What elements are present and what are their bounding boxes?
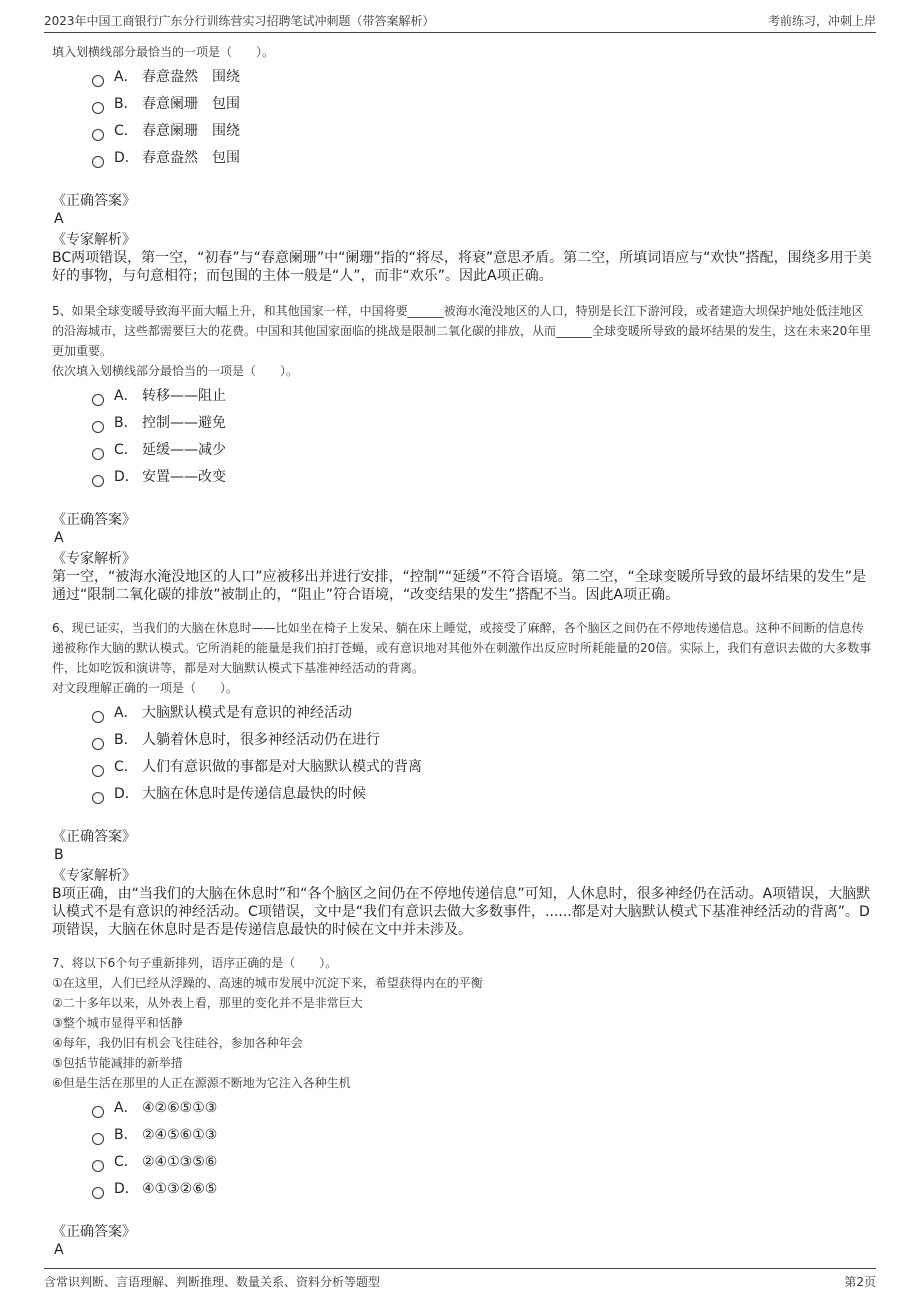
option-a[interactable] bbox=[92, 1095, 872, 1122]
option-text: 转移——阻止 bbox=[142, 388, 226, 404]
analysis-text: B项正确，由“当我们的大脑在休息时”和“各个脑区之间仍在不停地传递信息”可知，人休息时，很多神经仍在活动。A项错误，大脑默认模式不是有意识的神经活动。C项错误，文中是“我们有意识去做大多数事件，......都是对大脑默认模式下基准神经活动的背离”。D项错误，大脑在休息时是否是传递信息最快的时候在文中并未涉及。 bbox=[52, 886, 871, 938]
page-content bbox=[52, 42, 872, 1259]
option-text: 人躺着休息时，很多神经活动仍在进行 bbox=[142, 732, 380, 748]
question-prompt: 依次填入划横线部分最恰当的一项是（ ）。 bbox=[52, 364, 299, 378]
option-text: 安置——改变 bbox=[142, 469, 226, 485]
radio-icon[interactable] bbox=[92, 1106, 104, 1118]
option-d[interactable] bbox=[92, 464, 872, 491]
sentence-1: ①在这里，人们已经从浮躁的、高速的城市发展中沉淀下来，希望获得内在的平衡 bbox=[52, 976, 483, 990]
option-letter: B． bbox=[114, 1127, 138, 1143]
option-text: 春意阑珊 包围 bbox=[142, 96, 240, 112]
answer-value: A bbox=[54, 530, 64, 546]
option-letter: C． bbox=[114, 123, 138, 139]
option-letter: C． bbox=[114, 1154, 138, 1170]
answer-value: A bbox=[54, 211, 64, 227]
radio-icon[interactable] bbox=[92, 421, 104, 433]
radio-icon[interactable] bbox=[92, 711, 104, 723]
option-text: 大脑默认模式是有意识的神经活动 bbox=[142, 705, 352, 721]
option-text: 人们有意识做的事都是对大脑默认模式的背离 bbox=[142, 759, 422, 775]
radio-icon[interactable] bbox=[92, 765, 104, 777]
option-d[interactable] bbox=[92, 781, 872, 808]
option-b[interactable] bbox=[92, 410, 872, 437]
answer-label: 《正确答案》 bbox=[52, 512, 136, 528]
analysis-label: 《专家解析》 bbox=[52, 551, 136, 567]
radio-icon[interactable] bbox=[92, 156, 104, 168]
option-text: 大脑在休息时是传递信息最快的时候 bbox=[142, 786, 366, 802]
radio-icon[interactable] bbox=[92, 75, 104, 87]
option-letter: D． bbox=[114, 1181, 139, 1197]
page-footer bbox=[44, 1268, 876, 1293]
radio-icon[interactable] bbox=[92, 738, 104, 750]
radio-icon[interactable] bbox=[92, 1187, 104, 1199]
answer-value: B bbox=[54, 847, 64, 863]
question-stem: 7、将以下6个句子重新排列，语序正确的是（ ）。 bbox=[52, 956, 338, 970]
option-list bbox=[92, 64, 872, 172]
answer-label: 《正确答案》 bbox=[52, 1224, 136, 1240]
option-letter: C． bbox=[114, 442, 138, 458]
option-text: ②④⑤⑥①③ bbox=[142, 1127, 218, 1143]
option-letter: A． bbox=[114, 705, 138, 721]
radio-icon[interactable] bbox=[92, 102, 104, 114]
document-title: 2023年中国工商银行广东分行训练营实习招聘笔试冲刺题（带答案解析） bbox=[44, 14, 435, 28]
option-letter: B． bbox=[114, 415, 138, 431]
option-text: ④①③②⑥⑤ bbox=[142, 1181, 218, 1197]
option-letter: A． bbox=[114, 1100, 138, 1116]
option-c[interactable] bbox=[92, 118, 872, 145]
radio-icon[interactable] bbox=[92, 792, 104, 804]
question-6 bbox=[52, 618, 872, 939]
sentence-3: ③整个城市显得平和恬静 bbox=[52, 1016, 183, 1030]
analysis-label: 《专家解析》 bbox=[52, 232, 136, 248]
question-4 bbox=[52, 42, 872, 285]
radio-icon[interactable] bbox=[92, 475, 104, 487]
question-5 bbox=[52, 301, 872, 604]
sentence-4: ④每年，我仍旧有机会飞往硅谷，参加各种年会 bbox=[52, 1036, 303, 1050]
option-a[interactable] bbox=[92, 700, 872, 727]
question-prompt: 对文段理解正确的一项是（ ）。 bbox=[52, 681, 239, 695]
sentence-6: ⑥但是生活在那里的人正在源源不断地为它注入各种生机 bbox=[52, 1076, 351, 1090]
option-d[interactable] bbox=[92, 1176, 872, 1203]
option-a[interactable] bbox=[92, 64, 872, 91]
option-text: 春意盎然 包围 bbox=[142, 150, 240, 166]
option-text: 春意盎然 围绕 bbox=[142, 69, 240, 85]
option-text: ④②⑥⑤①③ bbox=[142, 1100, 218, 1116]
option-text: 延缓——减少 bbox=[142, 442, 226, 458]
header-slogan: 考前练习，冲刺上岸 bbox=[767, 14, 876, 28]
sentence-2: ②二十多年以来，从外表上看，那里的变化并不是非常巨大 bbox=[52, 996, 363, 1010]
page-header bbox=[44, 8, 876, 33]
option-letter: D． bbox=[114, 469, 139, 485]
option-letter: C． bbox=[114, 759, 138, 775]
sentence-5: ⑤包括节能减排的新举措 bbox=[52, 1056, 183, 1070]
radio-icon[interactable] bbox=[92, 129, 104, 141]
analysis-label: 《专家解析》 bbox=[52, 868, 136, 884]
question-7 bbox=[52, 953, 872, 1259]
radio-icon[interactable] bbox=[92, 1133, 104, 1145]
answer-label: 《正确答案》 bbox=[52, 193, 136, 209]
option-d[interactable] bbox=[92, 145, 872, 172]
option-a[interactable] bbox=[92, 383, 872, 410]
analysis-text: BC两项错误，第一空，“初春”与“春意阑珊”中“阑珊”指的“将尽，将衰”意思矛盾。第二空，所填词语应与“欢快”搭配，围绕多用于美好的事物，与句意相符；而包围的主体一般是“人”，而非“欢乐”。因此A项正确。 bbox=[52, 250, 872, 284]
option-c[interactable] bbox=[92, 754, 872, 781]
option-text: ②④①③⑤⑥ bbox=[142, 1154, 218, 1170]
option-letter: B． bbox=[114, 96, 138, 112]
option-letter: D． bbox=[114, 786, 139, 802]
answer-value: A bbox=[54, 1242, 64, 1258]
option-list bbox=[92, 383, 872, 491]
option-c[interactable] bbox=[92, 1149, 872, 1176]
option-letter: B． bbox=[114, 732, 138, 748]
option-letter: A． bbox=[114, 69, 138, 85]
question-stem: 5、如果全球变暖导致海平面大幅上升，和其他国家一样，中国将要______被海水淹没地区的人口，特别是长江下游河段，或者建造大坝保护地处低洼地区的沿海城市，这些都需要巨大的花费。中国和其他国家面临的挑战是限制二氧化碳的排放，从而______全球变暖所导致的最坏结果的发生，这在未来20年里更加重要。 bbox=[52, 304, 872, 358]
page-number: 第2页 bbox=[844, 1275, 876, 1289]
option-letter: A． bbox=[114, 388, 138, 404]
footer-categories: 含常识判断、言语理解、判断推理、数量关系、资料分析等题型 bbox=[44, 1275, 381, 1289]
option-b[interactable] bbox=[92, 91, 872, 118]
option-text: 春意阑珊 围绕 bbox=[142, 123, 240, 139]
option-c[interactable] bbox=[92, 437, 872, 464]
option-b[interactable] bbox=[92, 727, 872, 754]
answer-label: 《正确答案》 bbox=[52, 829, 136, 845]
option-list bbox=[92, 1095, 872, 1203]
option-b[interactable] bbox=[92, 1122, 872, 1149]
radio-icon[interactable] bbox=[92, 394, 104, 406]
option-text: 控制——避免 bbox=[142, 415, 226, 431]
radio-icon[interactable] bbox=[92, 448, 104, 460]
question-stem: 填入划横线部分最恰当的一项是（ ）。 bbox=[52, 45, 275, 59]
analysis-text: 第一空，“被海水淹没地区的人口”应被移出并进行安排，“控制”“延缓”不符合语境。第二空，“全球变暖所导致的最坏结果的发生”是通过“限制二氧化碳的排放”被制止的，“阻止”符合语境，“改变结果的发生”搭配不当。因此A项正确。 bbox=[52, 569, 867, 603]
radio-icon[interactable] bbox=[92, 1160, 104, 1172]
option-letter: D． bbox=[114, 150, 139, 166]
option-list bbox=[92, 700, 872, 808]
question-stem: 6、现已证实，当我们的大脑在休息时——比如坐在椅子上发呆、躺在床上睡觉，或接受了麻醉，各个脑区之间仍在不停地传递信息。这种不间断的信息传递被称作大脑的默认模式。它所消耗的能量是我们拍打苍蝇，或有意识地对其他外在刺激作出反应时所耗能量的20倍。实际上，我们有意识去做的大多数事件，比如吃饭和演讲等，都是对大脑默认模式下基准神经活动的背离。 bbox=[52, 621, 872, 675]
